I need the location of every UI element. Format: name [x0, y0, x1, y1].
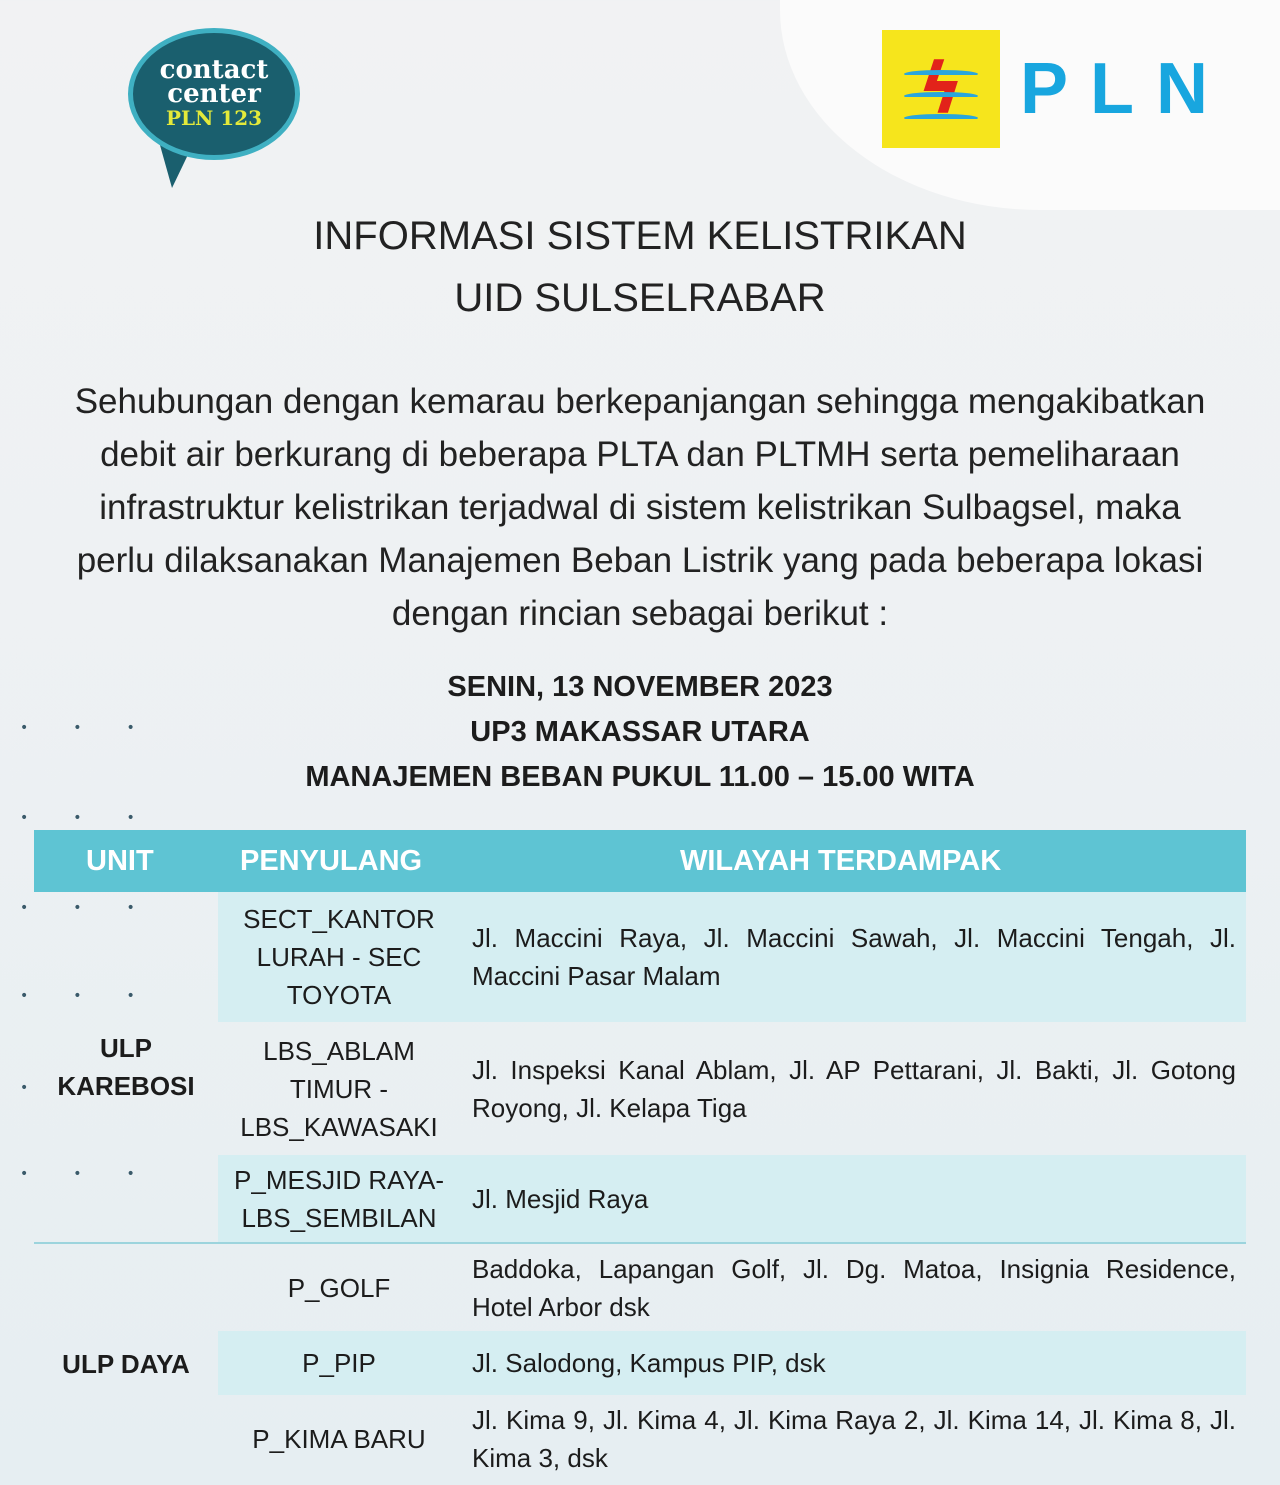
title-line: INFORMASI SISTEM KELISTRIKAN — [313, 214, 967, 258]
unit-cell: ULP KAREBOSI — [57, 1033, 195, 1101]
title-line: UID SULSELRABAR — [454, 276, 826, 320]
penyulang-cell: P_KIMA BARU — [252, 1424, 426, 1454]
penyulang-cell: P_GOLF — [218, 1243, 460, 1331]
contact-center-logo — [128, 28, 300, 186]
decor-dots: ••• — [20, 1166, 180, 1182]
intro-paragraph: Sehubungan dengan kemarau berkepanjangan sehingga mengakibatkan debit air berkurang di beberapa PLTA dan PLTMH serta pemeliharaan infrastruktur kelistrikan terjadwal di sistem kelistrikan Sulbagsel, maka perlu dilaksanakan Manajemen Beban Listrik yang pada beberapa lokasi dengan rincian sebagai berikut : — [74, 382, 1206, 633]
schedule-date: SENIN, 13 NOVEMBER 2023 — [447, 671, 833, 703]
table-row — [34, 892, 1246, 1022]
logo-line: contact — [159, 55, 269, 85]
header-unit: UNIT — [34, 830, 218, 892]
logo-line: center — [167, 79, 261, 109]
pln-emblem-icon: ϟ — [882, 30, 1000, 148]
wilayah-cell: Jl. Salodong, Kampus PIP, dsk — [460, 1331, 1246, 1395]
speech-bubble — [128, 28, 300, 160]
header-penyulang: PENYULANG — [218, 830, 460, 892]
wilayah-cell: Jl. Inspeksi Kanal Ablam, Jl. AP Pettarani, Jl. Bakti, Jl. Gotong Royong, Jl. Kelapa Tiga — [472, 1054, 1236, 1123]
decor-dots: ••• — [20, 720, 180, 736]
penyulang-cell: LBS_ABLAM TIMUR - LBS_KAWASAKI — [240, 1035, 438, 1142]
penyulang-cell: P_MESJID RAYA-LBS_SEMBILAN — [218, 1155, 460, 1243]
schedule-time: MANAJEMEN BEBAN PUKUL 11.00 – 15.00 WITA — [305, 761, 975, 793]
unit-cell: ULP DAYA — [34, 1243, 218, 1483]
logo-line: PLN 123 — [165, 106, 263, 130]
decor-dots: • — [20, 1080, 74, 1096]
header-wilayah: WILAYAH TERDAMPAK — [460, 830, 1246, 892]
decor-dots: ••• — [20, 900, 180, 916]
page-title — [0, 205, 1280, 329]
decor-dots: ••• — [20, 810, 180, 826]
wilayah-cell: Jl. Mesjid Raya — [460, 1155, 1246, 1243]
table-row — [34, 1243, 1246, 1331]
wilayah-cell: Jl. Kima 9, Jl. Kima 4, Jl. Kima Raya 2, Jl. Kima 14, Jl. Kima 8, Jl. Kima 3, dsk — [472, 1405, 1236, 1473]
penyulang-cell: SECT_KANTOR LURAH - SEC TOYOTA — [218, 892, 460, 1022]
schedule-unit: UP3 MAKASSAR UTARA — [470, 716, 810, 748]
schedule-table — [34, 830, 1246, 1483]
wilayah-cell: Baddoka, Lapangan Golf, Jl. Dg. Matoa, Insignia Residence, Hotel Arbor dsk — [460, 1243, 1246, 1331]
pln-wordmark: PLN — [1020, 49, 1230, 129]
penyulang-cell: P_PIP — [218, 1331, 460, 1395]
pln-logo — [882, 30, 1230, 148]
schedule-info — [0, 665, 1280, 800]
wilayah-cell: Jl. Maccini Raya, Jl. Maccini Sawah, Jl. Maccini Tengah, Jl. Maccini Pasar Malam — [460, 892, 1246, 1022]
table-header — [34, 830, 1246, 892]
decor-dots: ••• — [20, 988, 180, 1004]
